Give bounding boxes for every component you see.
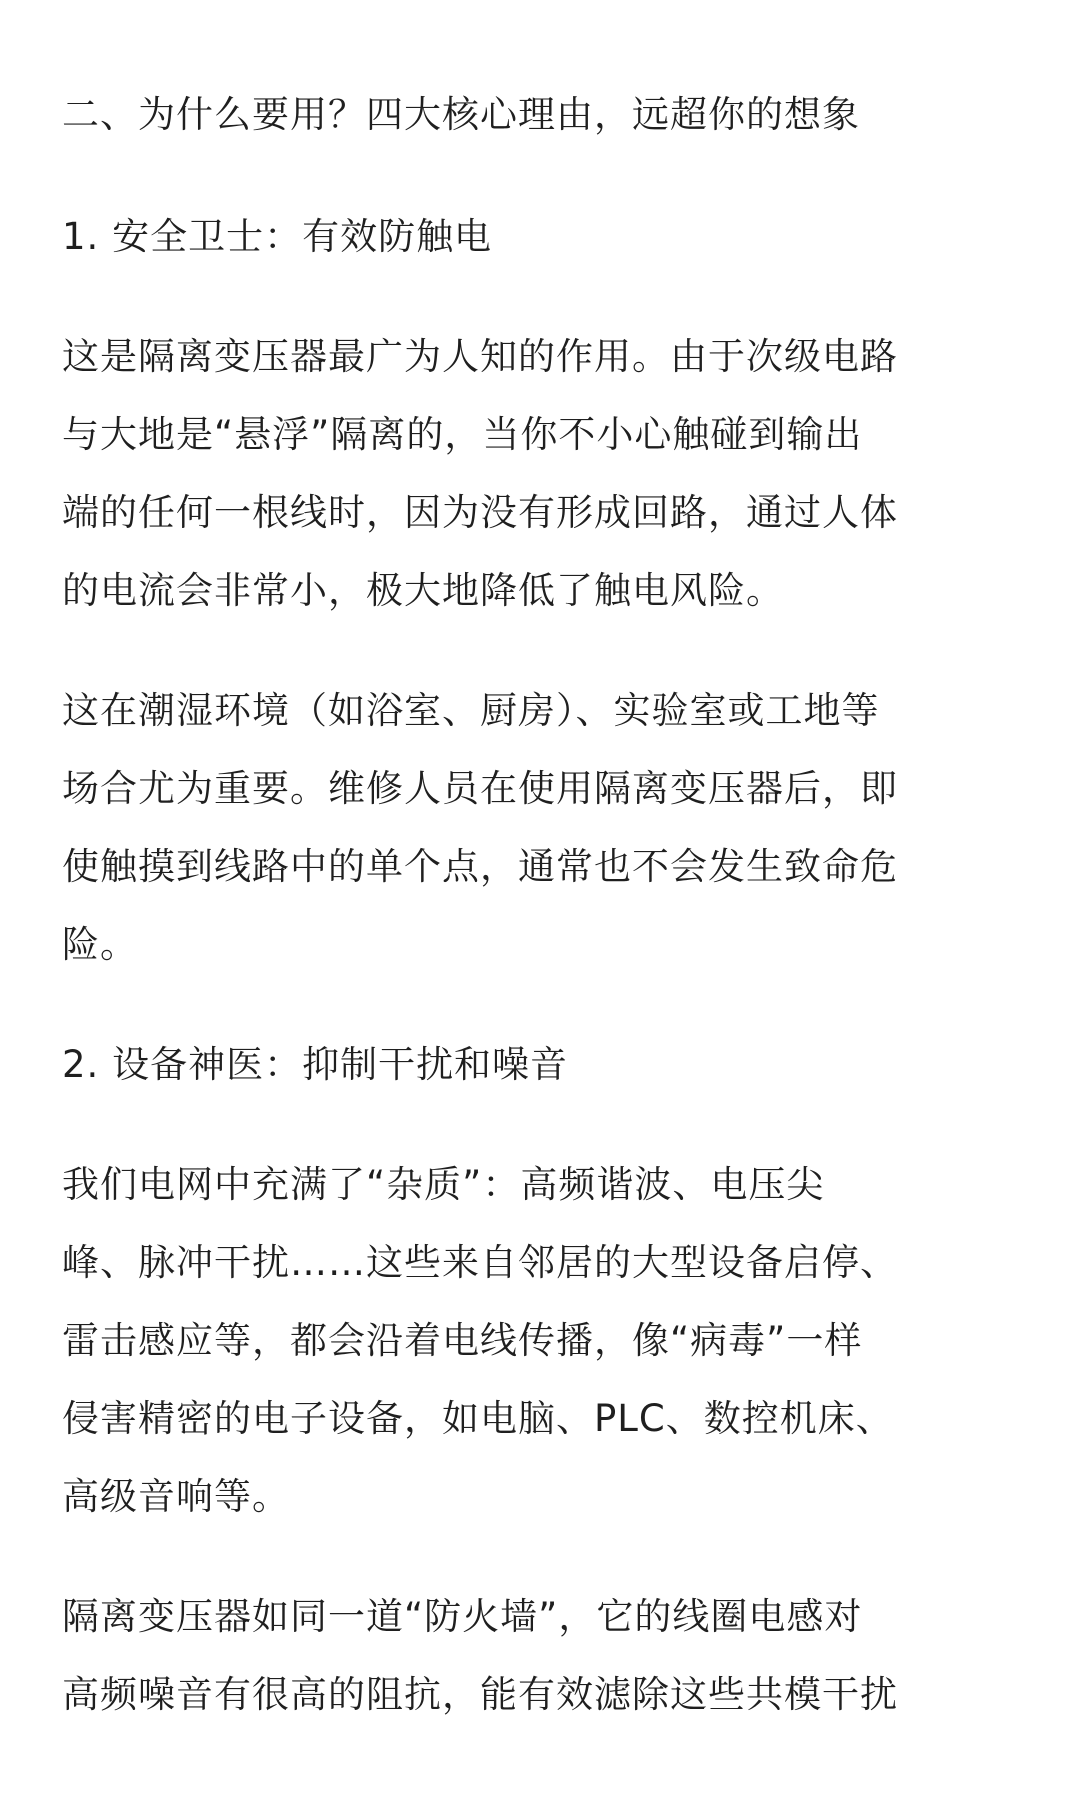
text-line: 高级音响等。 (62, 1475, 290, 1518)
section-title: 二、为什么要用？四大核心理由，远超你的想象 (62, 93, 860, 136)
text-line: 场合尤为重要。维修人员在使用隔离变压器后，即 (62, 767, 898, 810)
text-line: 雷击感应等，都会沿着电线传播，像“病毒”一样 (62, 1319, 863, 1362)
text-line: 使触摸到线路中的单个点，通常也不会发生致命危 (62, 845, 898, 888)
article-body (62, 76, 1022, 1734)
text-line: 高频噪音有很高的阻抗，能有效滤除这些共模干扰 (62, 1673, 898, 1716)
text-line: 端的任何一根线时，因为没有形成回路，通过人体 (62, 491, 898, 534)
reason-1-paragraph-1 (62, 318, 1022, 630)
spacer (62, 630, 1022, 672)
reason-2-title: 2. 设备神医：抑制干扰和噪音 (62, 1043, 569, 1086)
reason-1-title: 1. 安全卫士：有效防触电 (62, 215, 493, 258)
text-line: 险。 (62, 923, 138, 966)
reason-2-paragraph-1 (62, 1146, 1022, 1536)
text-line: 与大地是“悬浮”隔离的，当你不小心触碰到输出 (62, 413, 863, 456)
reason-2-paragraph-2 (62, 1578, 1022, 1734)
text-line: 峰、脉冲干扰……这些来自邻居的大型设备启停、 (62, 1241, 898, 1284)
text-line: 隔离变压器如同一道“防火墙”，它的线圈电感对 (62, 1595, 863, 1638)
text-line: 我们电网中充满了“杂质”：高频谐波、电压尖 (62, 1163, 825, 1206)
text-line: 这是隔离变压器最广为人知的作用。由于次级电路 (62, 335, 898, 378)
reason-1-paragraph-2 (62, 672, 1022, 984)
spacer (62, 276, 1022, 318)
text-line: 侵害精密的电子设备，如电脑、PLC、数控机床、 (62, 1397, 894, 1440)
spacer (62, 984, 1022, 1026)
spacer (62, 154, 1022, 198)
text-line: 的电流会非常小，极大地降低了触电风险。 (62, 569, 784, 612)
spacer (62, 1104, 1022, 1146)
text-line: 这在潮湿环境（如浴室、厨房）、实验室或工地等 (62, 689, 880, 732)
spacer (62, 1536, 1022, 1578)
